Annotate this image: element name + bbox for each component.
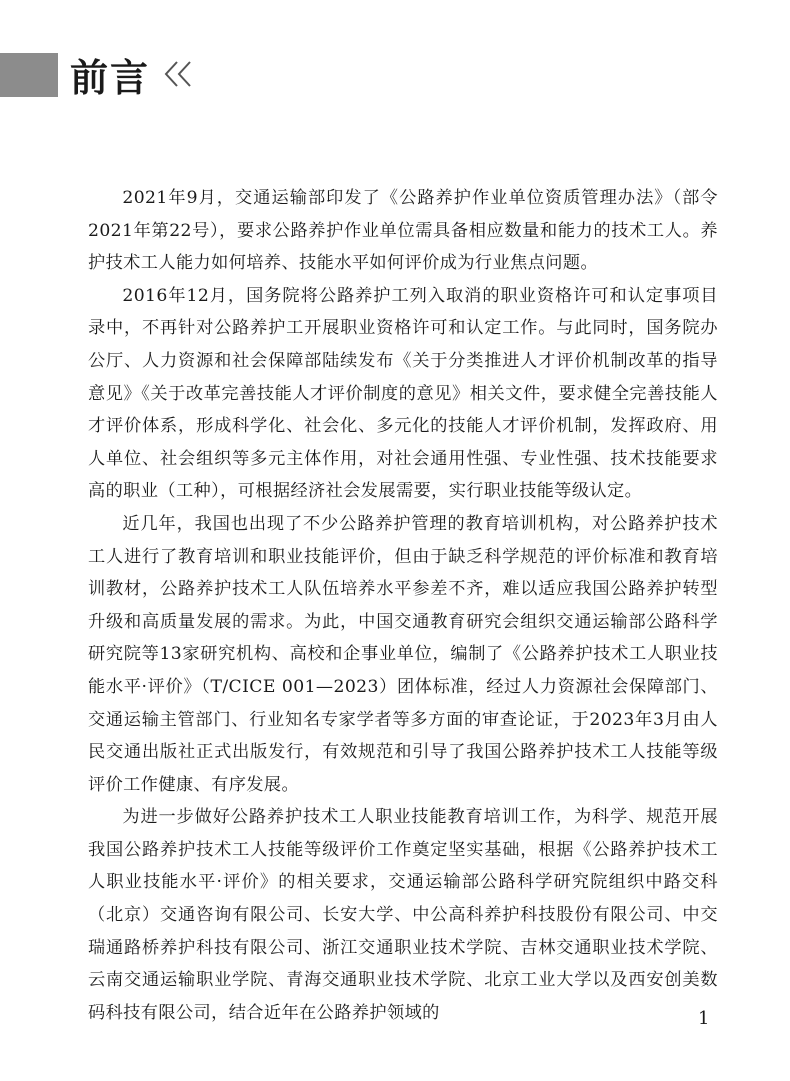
page-title: 前言 (70, 54, 151, 100)
paragraph-2: 2016年12月，国务院将公路养护工列入取消的职业资格许可和认定事项目录中，不再针对公路养护工开展职业资格许可和认定工作。与此同时，国务院办公厅、人力资源和社会保障部陆续发布《关于分类推进人才评价机制改革的指导意见》《关于改革完善技能人才评价制度的意见》相关文件，要求健全完善技能人才评价体系，形成科学化、社会化、多元化的技能人才评价机制，发挥政府、用人单位、社会组织等多元主体作用，对社会通用性强、专业性强、技术技能要求高的职业（工种），可根据经济社会发展需要，实行职业技能等级认定。 (88, 285, 718, 502)
paragraph-4: 为进一步做好公路养护技术工人职业技能教育培训工作，为科学、规范开展我国公路养护技术工人技能等级评价工作奠定坚实基础，根据《公路养护技术工人职业技能水平·评价》的相关要求，交通运输部公路科学研究院组织中路交科（北京）交通咨询有限公司、长安大学、中公高科养护科技股份有限公司、中交瑞通路桥养护科技有限公司、浙江交通职业技术学院、吉林交通职业技术学院、云南交通运输职业学院、青海交通职业技术学院、北京工业大学以及西安创美数码科技有限公司，结合近年在公路养护领域的 (88, 807, 718, 1023)
header-accent-bar (0, 53, 58, 97)
double-left-chevron-icon (162, 59, 196, 89)
page-number: 1 (698, 1008, 710, 1029)
paragraph-3: 近几年，我国也出现了不少公路养护管理的教育培训机构，对公路养护技术工人进行了教育培训和职业技能评价，但由于缺乏科学规范的评价标准和教育培训教材，公路养护技术工人队伍培养水平参差不齐，难以适应我国公路养护转型升级和高质量发展的需求。为此，中国交通教育研究会组织交通运输部公路科学研究院等13家研究机构、高校和企事业单位，编制了《公路养护技术工人职业技能水平·评价》（T/CICE 001—2023）团体标准，经过人力资源社会保障部门、交通运输主管部门、行业知名专家学者等多方面的审查论证，于2023年3月由人民交通出版社正式出版发行，有效规范和引导了我国公路养护技术工人技能等级评价工作健康、有序发展。 (88, 513, 718, 795)
chapter-heading (70, 48, 196, 100)
paragraph-1: 2021年9月，交通运输部印发了《公路养护作业单位资质管理办法》（部令2021年第22号），要求公路养护作业单位需具备相应数量和能力的技术工人。养护技术工人能力如何培养、技能水平如何评价成为行业焦点问题。 (88, 188, 718, 274)
preface-body (88, 182, 718, 1029)
